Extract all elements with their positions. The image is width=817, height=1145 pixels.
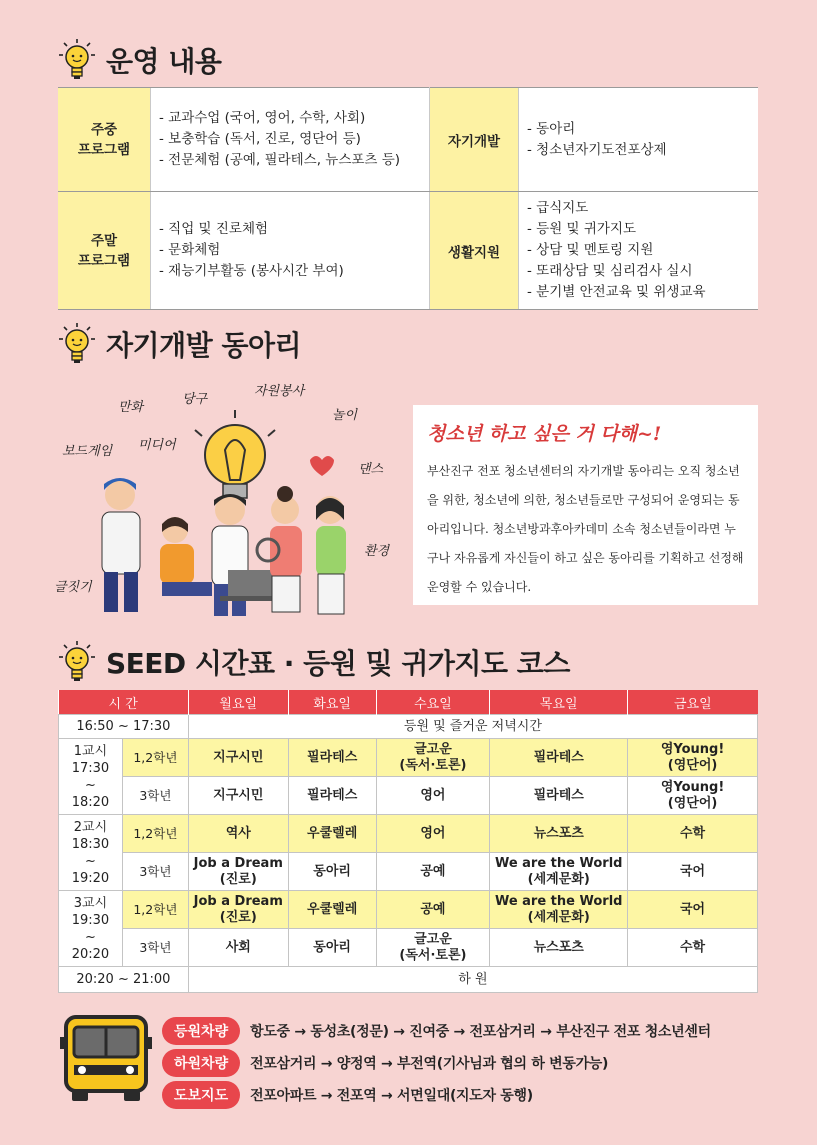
life-support-content xyxy=(519,192,759,310)
schedule-header-row xyxy=(59,690,758,715)
route-walking xyxy=(162,1081,533,1109)
weekday-content xyxy=(151,88,430,192)
class-cell: 국어 xyxy=(628,853,758,891)
club-body-text: 부산진구 전포 청소년센터의 자기개발 동아리는 오직 청소년을 위한, 청소년에 의한, 청소년들로만 구성되어 운영되는 동아리입니다. 청소년방과후아카데미 소속 청소년들이라면 누구나 자유롭게 자신들이 하고 싶은 동아리를 기획하고 선정해 운영할 수 있습니다. xyxy=(427,464,744,594)
list-item: - 상담 및 멘토링 지원 xyxy=(527,240,750,261)
club-word: 만화 xyxy=(118,400,144,415)
class-cell: 영어 xyxy=(376,815,490,853)
grade-cell: 3학년 xyxy=(122,853,188,891)
grade-cell: 1,2학년 xyxy=(122,891,188,929)
list-item: - 분기별 안전교육 및 위생교육 xyxy=(527,282,750,303)
route-departure xyxy=(162,1049,608,1077)
route-text: 항도중 → 동성초(정문) → 진여중 → 전포삼거리 → 부산진구 전포 청소년센터 xyxy=(250,1024,711,1040)
period-label: 3교시 19:30 ~ 20:20 xyxy=(59,891,123,967)
section-title-club xyxy=(58,322,301,366)
lightbulb-icon xyxy=(58,322,96,366)
route-label: 등원차량 xyxy=(162,1017,240,1045)
route-label: 하원차량 xyxy=(162,1049,240,1077)
weekday-label: 주중 프로그램 xyxy=(58,88,151,192)
class-cell: 글고운 (독서·토론) xyxy=(376,739,490,777)
header-fri: 금요일 xyxy=(628,690,758,715)
lightbulb-icon xyxy=(58,38,96,82)
route-label: 도보지도 xyxy=(162,1081,240,1109)
self-dev-label: 자기개발 xyxy=(430,88,519,192)
route-text: 전포아파트 → 전포역 → 서면일대(지도자 동행) xyxy=(250,1088,533,1104)
header-time: 시 간 xyxy=(59,690,189,715)
table-row xyxy=(59,929,758,967)
list-item: - 청소년자기도전포상제 xyxy=(527,140,750,161)
class-cell: 영Young! (영단어) xyxy=(628,739,758,777)
club-word: 놀이 xyxy=(332,408,358,423)
club-heading: 청소년 하고 싶은 거 다해~! xyxy=(427,423,662,445)
class-cell: 필라테스 xyxy=(490,777,628,815)
club-illustration xyxy=(40,380,400,620)
list-item: - 급식지도 xyxy=(527,198,750,219)
header-tue: 화요일 xyxy=(288,690,376,715)
people-illustration xyxy=(80,410,380,620)
table-row xyxy=(59,815,758,853)
schedule-table xyxy=(58,690,758,993)
arrival-text: 등원 및 즐거운 저녁시간 xyxy=(188,715,757,739)
list-item: - 또래상담 및 심리검사 실시 xyxy=(527,261,750,282)
list-item: - 등원 및 귀가지도 xyxy=(527,219,750,240)
period-label: 2교시 18:30 ~ 19:20 xyxy=(59,815,123,891)
grade-cell: 1,2학년 xyxy=(122,815,188,853)
class-cell: 지구시민 xyxy=(188,739,288,777)
operations-table xyxy=(58,87,758,310)
table-row xyxy=(59,891,758,929)
lightbulb-icon xyxy=(58,640,96,684)
list-item: - 직업 및 진로체험 xyxy=(159,219,421,240)
table-row xyxy=(59,967,758,993)
table-row xyxy=(59,777,758,815)
class-cell: 필라테스 xyxy=(288,739,376,777)
class-cell: Job a Dream (진로) xyxy=(188,891,288,929)
departure-time: 20:20 ~ 21:00 xyxy=(59,967,189,993)
club-word: 보드게임 xyxy=(62,444,113,459)
class-cell: 지구시민 xyxy=(188,777,288,815)
departure-text: 하 원 xyxy=(188,967,757,993)
grade-cell: 3학년 xyxy=(122,929,188,967)
class-cell: 수학 xyxy=(628,929,758,967)
class-cell: 글고운 (독서·토론) xyxy=(376,929,490,967)
table-row xyxy=(59,853,758,891)
header-mon: 월요일 xyxy=(188,690,288,715)
class-cell: 뉴스포츠 xyxy=(490,929,628,967)
class-cell: 영Young! (영단어) xyxy=(628,777,758,815)
life-support-label: 생활지원 xyxy=(430,192,519,310)
self-dev-content xyxy=(519,88,759,192)
class-cell: 공예 xyxy=(376,891,490,929)
club-word: 당구 xyxy=(182,392,208,407)
grade-cell: 1,2학년 xyxy=(122,739,188,777)
weekend-content xyxy=(151,192,430,310)
header-wed: 수요일 xyxy=(376,690,490,715)
section-title-schedule xyxy=(58,640,570,684)
list-item: - 전문체험 (공예, 필라테스, 뉴스포츠 등) xyxy=(159,150,421,171)
club-word: 글짓기 xyxy=(54,580,92,595)
club-word: 미디어 xyxy=(138,438,176,453)
list-item: - 재능기부활동 (봉사시간 부여) xyxy=(159,261,421,282)
route-text: 전포삼거리 → 양정역 → 부전역(기사님과 협의 하 변동가능) xyxy=(250,1056,609,1072)
list-item: - 교과수업 (국어, 영어, 수학, 사회) xyxy=(159,108,421,129)
club-word: 자원봉사 xyxy=(254,384,305,399)
class-cell: 공예 xyxy=(376,853,490,891)
route-arrival xyxy=(162,1017,711,1045)
club-description-box xyxy=(413,405,758,605)
class-cell: 사회 xyxy=(188,929,288,967)
class-cell: 필라테스 xyxy=(288,777,376,815)
class-cell: We are the World (세계문화) xyxy=(490,891,628,929)
class-cell: Job a Dream (진로) xyxy=(188,853,288,891)
section-title-operations xyxy=(58,38,221,82)
grade-cell: 3학년 xyxy=(122,777,188,815)
list-item: - 보충학습 (독서, 진로, 영단어 등) xyxy=(159,129,421,150)
class-cell: 영어 xyxy=(376,777,490,815)
arrival-time: 16:50 ~ 17:30 xyxy=(59,715,189,739)
class-cell: 필라테스 xyxy=(490,739,628,777)
table-row xyxy=(59,739,758,777)
bus-icon xyxy=(60,1013,152,1105)
class-cell: 동아리 xyxy=(288,929,376,967)
class-cell: 우쿨렐레 xyxy=(288,815,376,853)
weekend-label: 주말 프로그램 xyxy=(58,192,151,310)
class-cell: 뉴스포츠 xyxy=(490,815,628,853)
class-cell: We are the World (세계문화) xyxy=(490,853,628,891)
club-word: 댄스 xyxy=(358,462,384,477)
class-cell: 우쿨렐레 xyxy=(288,891,376,929)
section-title-text: 자기개발 동아리 xyxy=(106,329,302,362)
header-thu: 목요일 xyxy=(490,690,628,715)
club-word: 환경 xyxy=(364,544,390,559)
class-cell: 동아리 xyxy=(288,853,376,891)
section-title-text: 운영 내용 xyxy=(106,45,222,78)
class-cell: 수학 xyxy=(628,815,758,853)
period-label: 1교시 17:30 ~ 18:20 xyxy=(59,739,123,815)
table-row xyxy=(59,715,758,739)
list-item: - 동아리 xyxy=(527,119,750,140)
class-cell: 국어 xyxy=(628,891,758,929)
section-title-text: SEED 시간표 · 등원 및 귀가지도 코스 xyxy=(106,647,570,680)
list-item: - 문화체험 xyxy=(159,240,421,261)
class-cell: 역사 xyxy=(188,815,288,853)
